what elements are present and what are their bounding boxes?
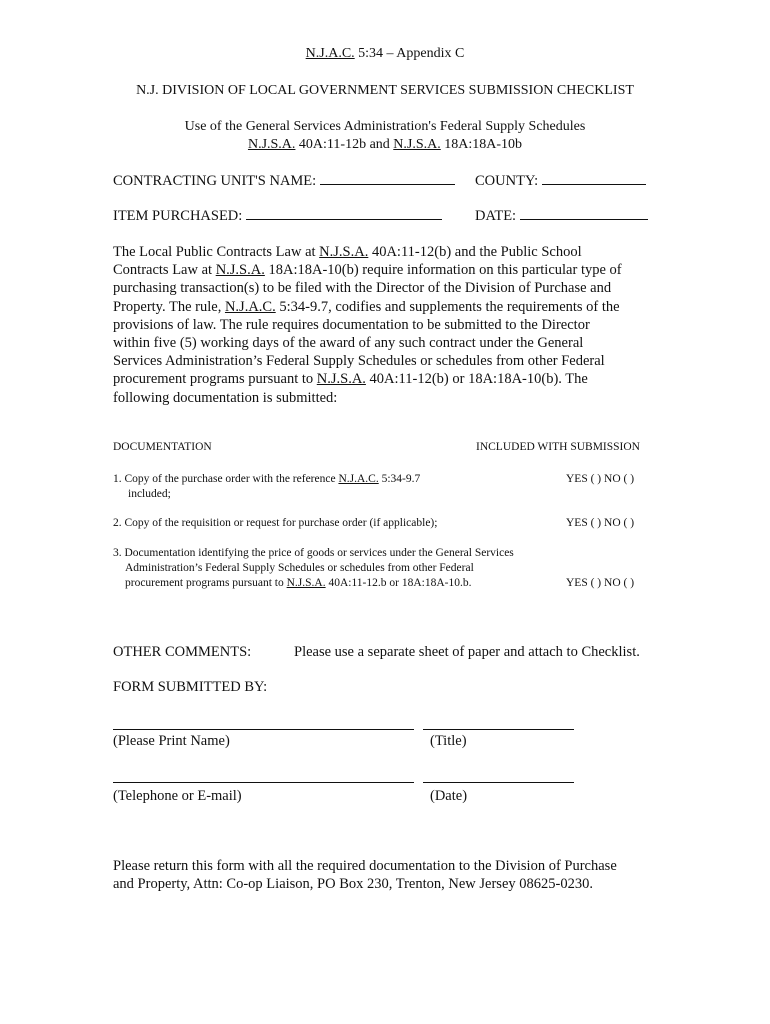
paragraph-line: purchasing transaction(s) to be filed with the Director of the Division of Purchase and [113,280,612,297]
item-line: Administration’s Federal Supply Schedules or schedules from other Federal [125,562,474,574]
title-label: (Title) [430,733,467,749]
checklist-item-2: 2. Copy of the requisition or request for purchase order (if applicable); [113,517,438,529]
checklist-item-3 [113,546,514,591]
contracting-unit-label: CONTRACTING UNIT'S NAME: [113,173,317,189]
text: 1. Copy of the purchase order with the reference [113,473,339,485]
item-purchased-label: ITEM PURCHASED: [113,208,243,224]
statute-ref: N.J.S.A. [319,244,369,260]
text: 18A:18A-10(b) require information on this particular type of [264,262,622,279]
county-label: COUNTY: [475,173,539,189]
paragraph-line: Services Administration’s Federal Supply Schedules or schedules from other Federal [113,353,605,370]
other-comments-text: Please use a separate sheet of paper and attach to Checklist. [294,644,640,660]
county-blank[interactable] [542,172,646,185]
date-blank[interactable] [520,207,648,220]
item-line: 3. Documentation identifying the price of goods or services under the General Services [113,547,514,559]
citation-header [0,46,770,62]
statute-ref: N.J.S.A. [247,137,296,152]
text: procurement programs pursuant to [125,577,287,589]
column-header-included: INCLUDED WITH SUBMISSION [476,441,640,453]
statute-ref: N.J.A.C. [338,473,379,485]
paragraph-line: provisions of law. The rule requires documentation to be submitted to the Director [113,316,590,333]
print-name-line[interactable] [113,729,414,730]
return-instructions-line1: Please return this form with all the required documentation to the Division of Purchase [113,858,617,874]
text: Contracts Law at [113,262,216,279]
contracting-unit-blank[interactable] [320,172,455,185]
text: 40A:11-12.b or 18A:18A-10.b. [325,577,472,589]
text: 40A:11-12(b) or 18A:18A-10(b). The [365,371,588,388]
form-subtitle-line2 [0,137,770,153]
paragraph-line [113,261,658,279]
text: 5:34-9.7 [378,473,421,485]
date-signature-line[interactable] [423,782,574,783]
text: 5:34-9.7, codifies and supplements the requirements of the [275,298,620,315]
title-line[interactable] [423,729,574,730]
column-header-documentation: DOCUMENTATION [113,441,212,453]
paragraph-line: within five (5) working days of the award of any such contract under the General [113,335,584,352]
paragraph-line [113,298,658,316]
text: 40A:11-12(b) and the Public School [368,244,582,260]
statute-ref: N.J.S.A. [393,137,441,152]
citation-appendix: 5:34 – Appendix C [354,46,465,61]
checklist-item-1 [113,472,420,502]
return-instructions-line2: and Property, Attn: Co-op Liaison, PO Box 230, Trenton, New Jersey 08625-0230. [113,876,593,892]
item-purchased-field [113,207,442,225]
contracting-unit-field [113,172,455,190]
text: The Local Public Contracts Law at [113,244,320,260]
text: procurement programs pursuant to [113,371,317,388]
statute-ref: N.J.A.C. [224,298,276,315]
telephone-line[interactable] [113,782,414,783]
intro-paragraph [113,243,658,407]
form-subtitle-line1: Use of the General Services Administration's Federal Supply Schedules [184,119,586,134]
item-line [113,576,514,591]
county-field [475,172,646,190]
yes-no-item-2[interactable]: YES ( ) NO ( ) [566,517,635,529]
item-purchased-blank[interactable] [246,207,442,220]
yes-no-item-3[interactable]: YES ( ) NO ( ) [566,577,635,589]
statute-ref: N.J.S.A. [286,577,326,589]
text: Property. The rule, [113,298,225,315]
statute-ref: N.J.S.A. [316,371,366,388]
statute-ref: N.J.S.A. [215,262,265,279]
date-field [475,207,648,225]
form-title: N.J. DIVISION OF LOCAL GOVERNMENT SERVICES SUBMISSION CHECKLIST [136,83,634,98]
date-label: DATE: [475,208,517,224]
paragraph-line [113,243,658,261]
statute-text: 18A:18A-10b [440,137,523,152]
form-submitted-by-label: FORM SUBMITTED BY: [113,679,268,695]
print-name-label: (Please Print Name) [113,733,230,749]
other-comments-label: OTHER COMMENTS: [113,644,252,660]
date-signature-label: (Date) [430,788,468,804]
item-continuation: included; [128,488,171,500]
citation-code: N.J.A.C. [305,46,355,61]
yes-no-item-1[interactable]: YES ( ) NO ( ) [566,473,635,485]
statute-text: 40A:11-12b and [295,137,394,152]
paragraph-line [113,370,658,388]
telephone-label: (Telephone or E-mail) [113,788,242,804]
paragraph-line: following documentation is submitted: [113,389,338,406]
